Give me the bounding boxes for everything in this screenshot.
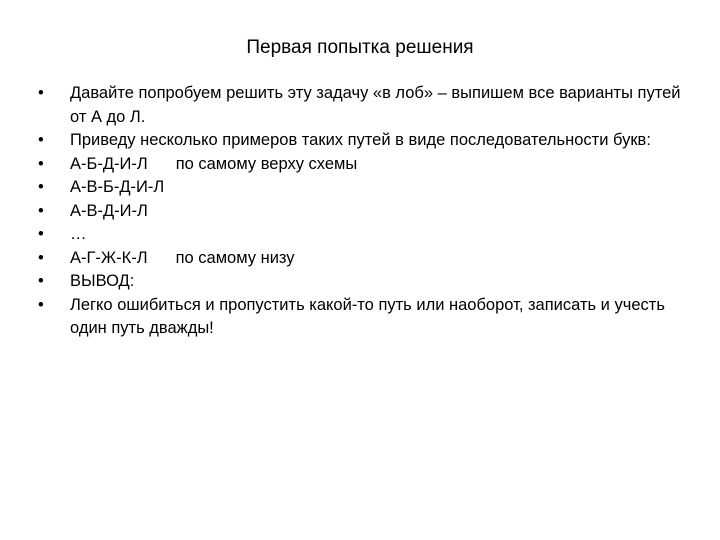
bullet-text: Легко ошибиться и пропустить какой-то путь или наоборот, записать и учесть один путь дважды!	[70, 295, 665, 337]
bullet-text: А-В-Б-Д-И-Л	[70, 178, 165, 196]
bullet-item	[36, 129, 686, 153]
bullet-dot-icon: •	[38, 272, 44, 290]
bullet-dot-icon: •	[38, 295, 44, 314]
bullet-item	[36, 270, 686, 294]
bullet-item	[36, 153, 686, 177]
bullet-item	[36, 223, 686, 247]
bullet-text: А-Б-Д-И-Л	[70, 154, 148, 173]
bullet-text: Приведу несколько примеров таких путей в виде последовательности букв:	[70, 131, 651, 149]
bullet-note: по самому верху схемы	[175, 154, 358, 173]
bullet-dot-icon: •	[38, 131, 44, 149]
bullet-dot-icon: •	[38, 201, 44, 220]
bullet-text: Давайте попробуем решить эту задачу «в лоб» – выпишем все варианты путей от А до Л.	[70, 84, 681, 126]
bullet-item	[36, 247, 686, 271]
bullet-item	[36, 200, 686, 224]
bullet-dot-icon: •	[38, 225, 44, 243]
bullet-text: А-В-Д-И-Л	[70, 201, 148, 220]
bullet-item	[36, 176, 686, 200]
bullet-note: по самому низу	[175, 248, 295, 267]
bullet-text: …	[70, 225, 87, 243]
bullet-dot-icon: •	[38, 248, 44, 267]
bullet-item	[36, 82, 686, 129]
bullet-list	[36, 82, 686, 341]
bullet-dot-icon: •	[38, 154, 44, 173]
bullet-item	[36, 294, 686, 341]
slide-title: Первая попытка решения	[246, 37, 474, 58]
bullet-dot-icon: •	[38, 84, 44, 102]
bullet-dot-icon: •	[38, 178, 44, 196]
bullet-text: ВЫВОД:	[70, 272, 135, 290]
bullet-text: А-Г-Ж-К-Л	[70, 248, 148, 267]
